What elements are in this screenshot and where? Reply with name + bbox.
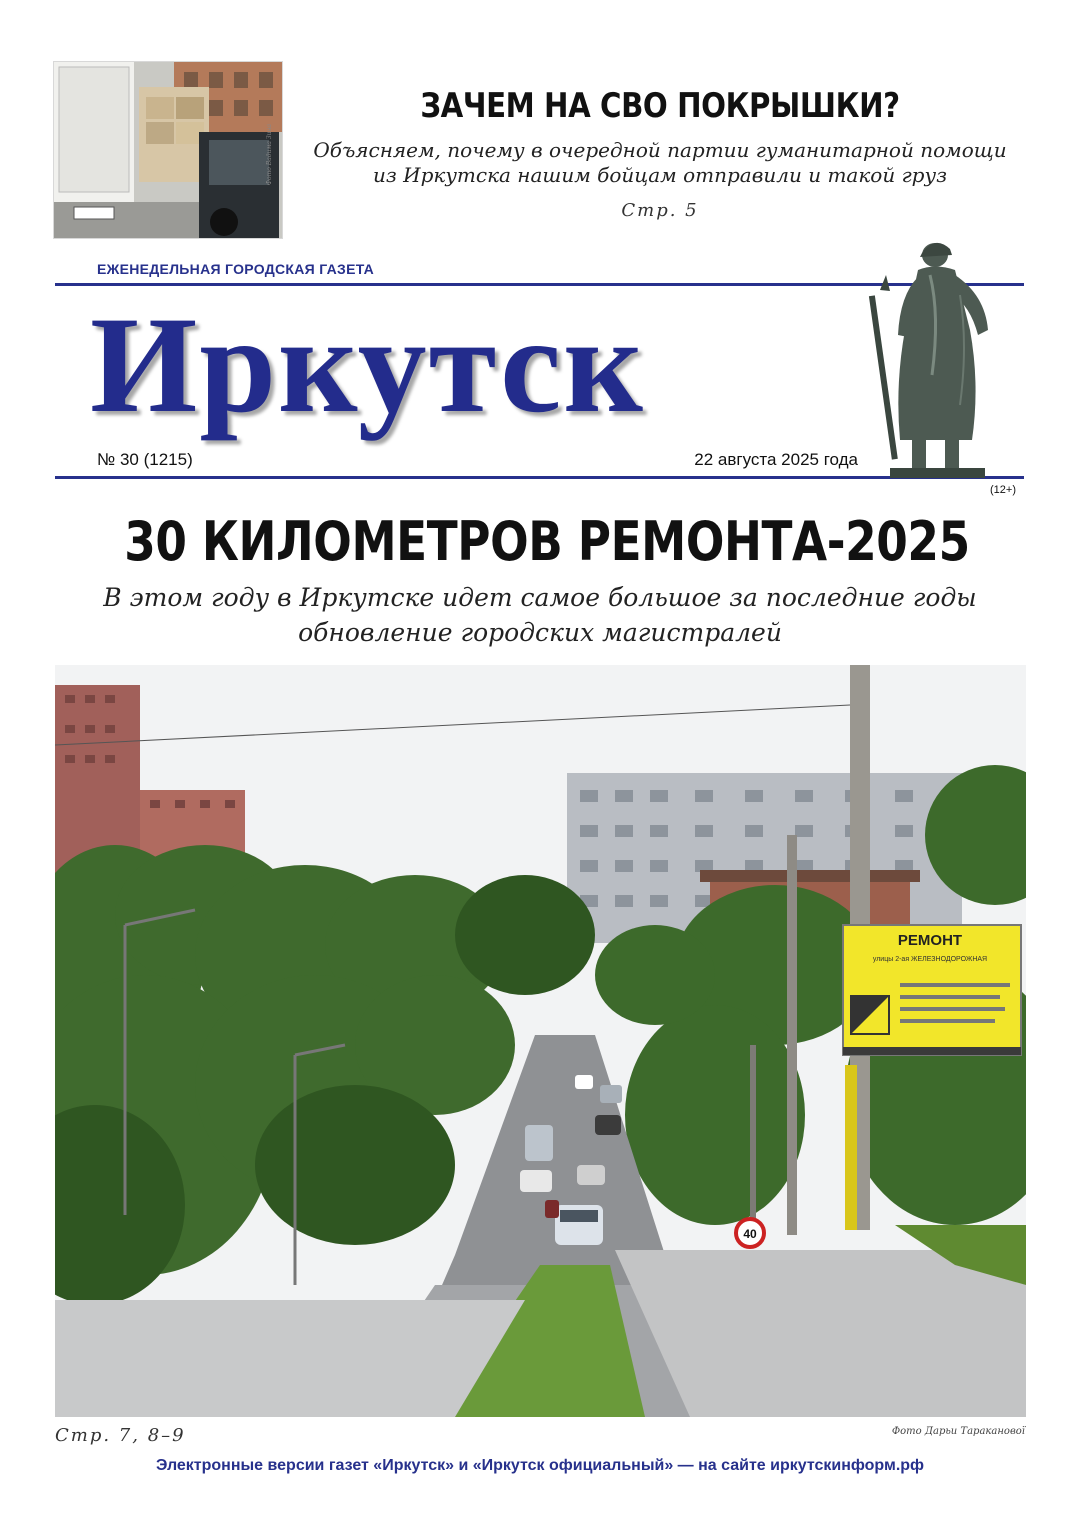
- main-photo: [55, 665, 1026, 1417]
- issue-date: 22 августа 2025 года: [694, 450, 858, 469]
- issue-number: № 30 (1215): [97, 450, 193, 469]
- teaser-photo: [53, 61, 283, 239]
- newspaper-logo: Иркутск: [90, 288, 645, 441]
- teaser-lead: Объясняем, почему в очередной партии гуманитарной помощи из Иркутска нашим бойцам отправили и такой груз: [313, 138, 1007, 187]
- age-rating-badge: (12+): [990, 484, 1016, 496]
- main-headline[interactable]: 30 КИЛОМЕТРОВ РЕМОНТА-2025: [124, 510, 970, 573]
- main-lead: В этом году в Иркутске идет самое большое за последние годы обновление городских магистралей: [103, 583, 977, 647]
- main-page-ref: Стр. 7, 8–9: [55, 1425, 186, 1446]
- teaser-headline[interactable]: ЗАЧЕМ НА СВО ПОКРЫШКИ?: [420, 86, 900, 126]
- main-photo-credit: Фото Дарьи Тараканової: [891, 1426, 1025, 1437]
- footer-website-note[interactable]: Электронные версии газет «Иркутск» и «Иркутск официальный» — на сайте иркутскинформ.рф: [155, 1457, 925, 1474]
- teaser-photo-credit: Фото Вадима Зина: [266, 123, 273, 185]
- teaser-page-ref: Стр. 5: [621, 200, 699, 221]
- speed-limit-sign: 40: [743, 1227, 757, 1241]
- road-sign-title: РЕМОНТ: [897, 932, 963, 949]
- road-sign-text: улицы 2-ая ЖЕЛЕЗНОДОРОЖНАЯ: [872, 956, 988, 963]
- masthead-subtitle: ЕЖЕНЕДЕЛЬНАЯ ГОРОДСКАЯ ГАЗЕТА: [97, 261, 375, 277]
- monument-icon: [860, 235, 1010, 480]
